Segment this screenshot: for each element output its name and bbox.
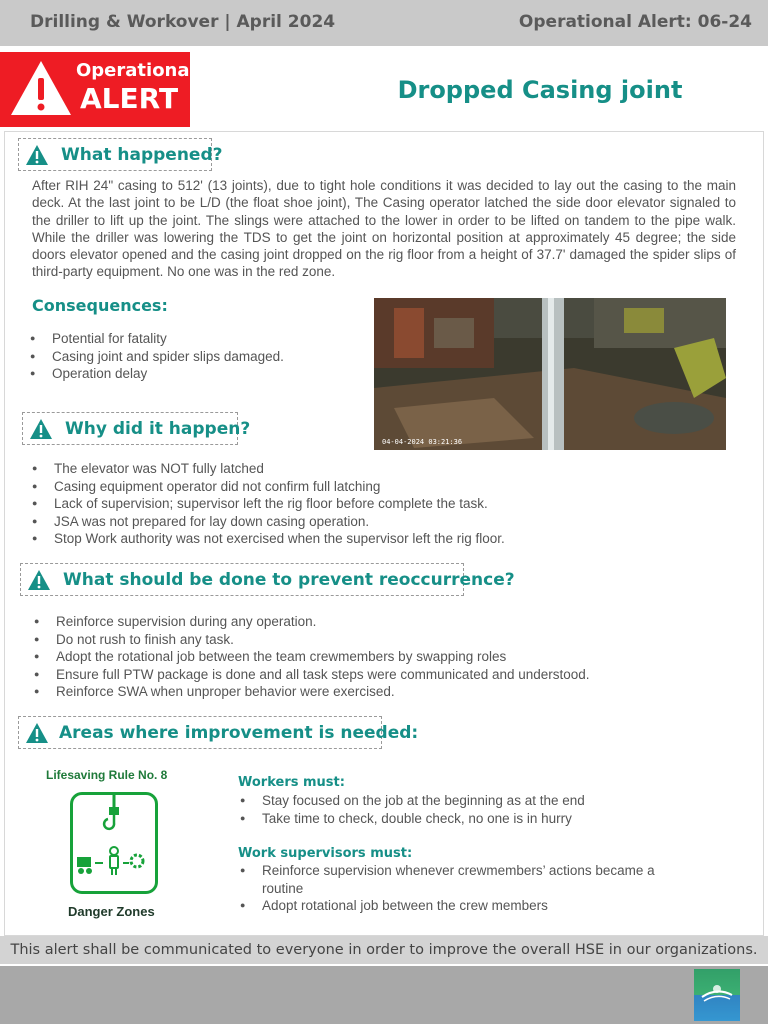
list-item: ● Do not rush to finish any task. bbox=[32, 631, 752, 649]
warning-icon bbox=[27, 569, 51, 591]
list-item: ● The elevator was NOT fully latched bbox=[30, 460, 750, 478]
section-heading: Why did it happen? bbox=[65, 419, 251, 439]
list-item: ● JSA was not prepared for lay down casing operation. bbox=[30, 513, 750, 531]
section-heading: What should be done to prevent reoccurrence? bbox=[63, 570, 515, 590]
prevent-list bbox=[32, 613, 752, 701]
footer-text: This alert shall be communicated to everyone in order to improve the overall HSE in our organizations. bbox=[10, 942, 758, 958]
bottom-bar bbox=[0, 966, 768, 1024]
logo-icon bbox=[694, 969, 740, 1021]
list-item: ● Operation delay bbox=[28, 365, 358, 383]
alert-badge-line1: Operational bbox=[76, 60, 196, 81]
workers-heading: Workers must: bbox=[238, 775, 345, 790]
section-heading: Areas where improvement is needed: bbox=[59, 723, 419, 743]
section-prevent bbox=[20, 563, 515, 596]
list-item: ● Adopt rotational job between the crew members bbox=[238, 897, 658, 915]
workers-list bbox=[238, 792, 678, 827]
rig-floor-image bbox=[374, 298, 726, 450]
section-what-happened bbox=[18, 138, 223, 171]
list-item: ● Adopt the rotational job between the team crewmembers by swapping roles bbox=[32, 648, 752, 666]
warning-icon bbox=[25, 144, 49, 166]
company-logo bbox=[694, 969, 740, 1021]
what-happened-text: After RIH 24" casing to 512' (13 joints), due to tight hole conditions it was decided to lay out the casing to the main deck. At the last joint to be L/D (the float shoe joint), The Casing operator latched the side door elevator signaled to the driller to lift up the joint. The slings were attached to the lower in order to be lifted on tandem to the pipe walk. While the driller was lowering the TDS to get the joint on horizontal position at approximately 45 degree; the side doors elevator opened and the casing joint dropped on the rig floor from a height of 37.7' damaged the spider slips of third-party equipment. No one was in the red zone. bbox=[32, 178, 736, 280]
consequences-list bbox=[28, 330, 358, 383]
list-item: ● Casing joint and spider slips damaged. bbox=[28, 348, 358, 366]
page-title: Dropped Casing joint bbox=[397, 76, 683, 104]
photo-timestamp: 04-04-2024 03:21:36 bbox=[382, 438, 463, 446]
header-left: Drilling & Workover | April 2024 bbox=[30, 12, 336, 32]
supervisors-list bbox=[238, 862, 658, 915]
list-item: ● Stay focused on the job at the beginning as at the end bbox=[238, 792, 678, 810]
danger-zone-icon bbox=[70, 792, 158, 894]
list-item: ● Reinforce supervision whenever crewmembers’ actions became a routine bbox=[238, 862, 658, 897]
list-item: ● Potential for fatality bbox=[28, 330, 358, 348]
operational-alert-badge bbox=[0, 52, 196, 127]
header-right: Operational Alert: 06-24 bbox=[518, 12, 752, 32]
incident-photo bbox=[374, 298, 726, 450]
lifesaving-rule-caption: Danger Zones bbox=[68, 904, 155, 919]
lifesaving-rule-title: Lifesaving Rule No. 8 bbox=[46, 768, 168, 782]
list-item: ● Reinforce SWA when unproper behavior were exercised. bbox=[32, 683, 752, 701]
supervisors-heading: Work supervisors must: bbox=[238, 846, 413, 861]
list-item: ● Take time to check, double check, no one is in hurry bbox=[238, 810, 678, 828]
alert-badge-line2: ALERT bbox=[80, 82, 179, 115]
list-item: ● Ensure full PTW package is done and all task steps were communicated and understood. bbox=[32, 666, 752, 684]
warning-icon bbox=[25, 722, 49, 744]
list-item: ● Lack of supervision; supervisor left the rig floor before complete the task. bbox=[30, 495, 750, 513]
crane-hook-icon bbox=[73, 795, 155, 891]
header-bar bbox=[0, 0, 768, 46]
section-improvement bbox=[18, 716, 419, 749]
footer-note bbox=[0, 936, 768, 964]
section-why bbox=[22, 412, 251, 445]
consequences-heading: Consequences: bbox=[32, 296, 168, 315]
list-item: ● Casing equipment operator did not confirm full latching bbox=[30, 478, 750, 496]
warning-icon bbox=[29, 418, 53, 440]
warning-icon bbox=[8, 58, 74, 118]
section-heading: What happened? bbox=[61, 145, 223, 165]
list-item: ● Stop Work authority was not exercised when the supervisor left the rig floor. bbox=[30, 530, 750, 548]
list-item: ● Reinforce supervision during any operation. bbox=[32, 613, 752, 631]
why-list bbox=[30, 460, 750, 548]
